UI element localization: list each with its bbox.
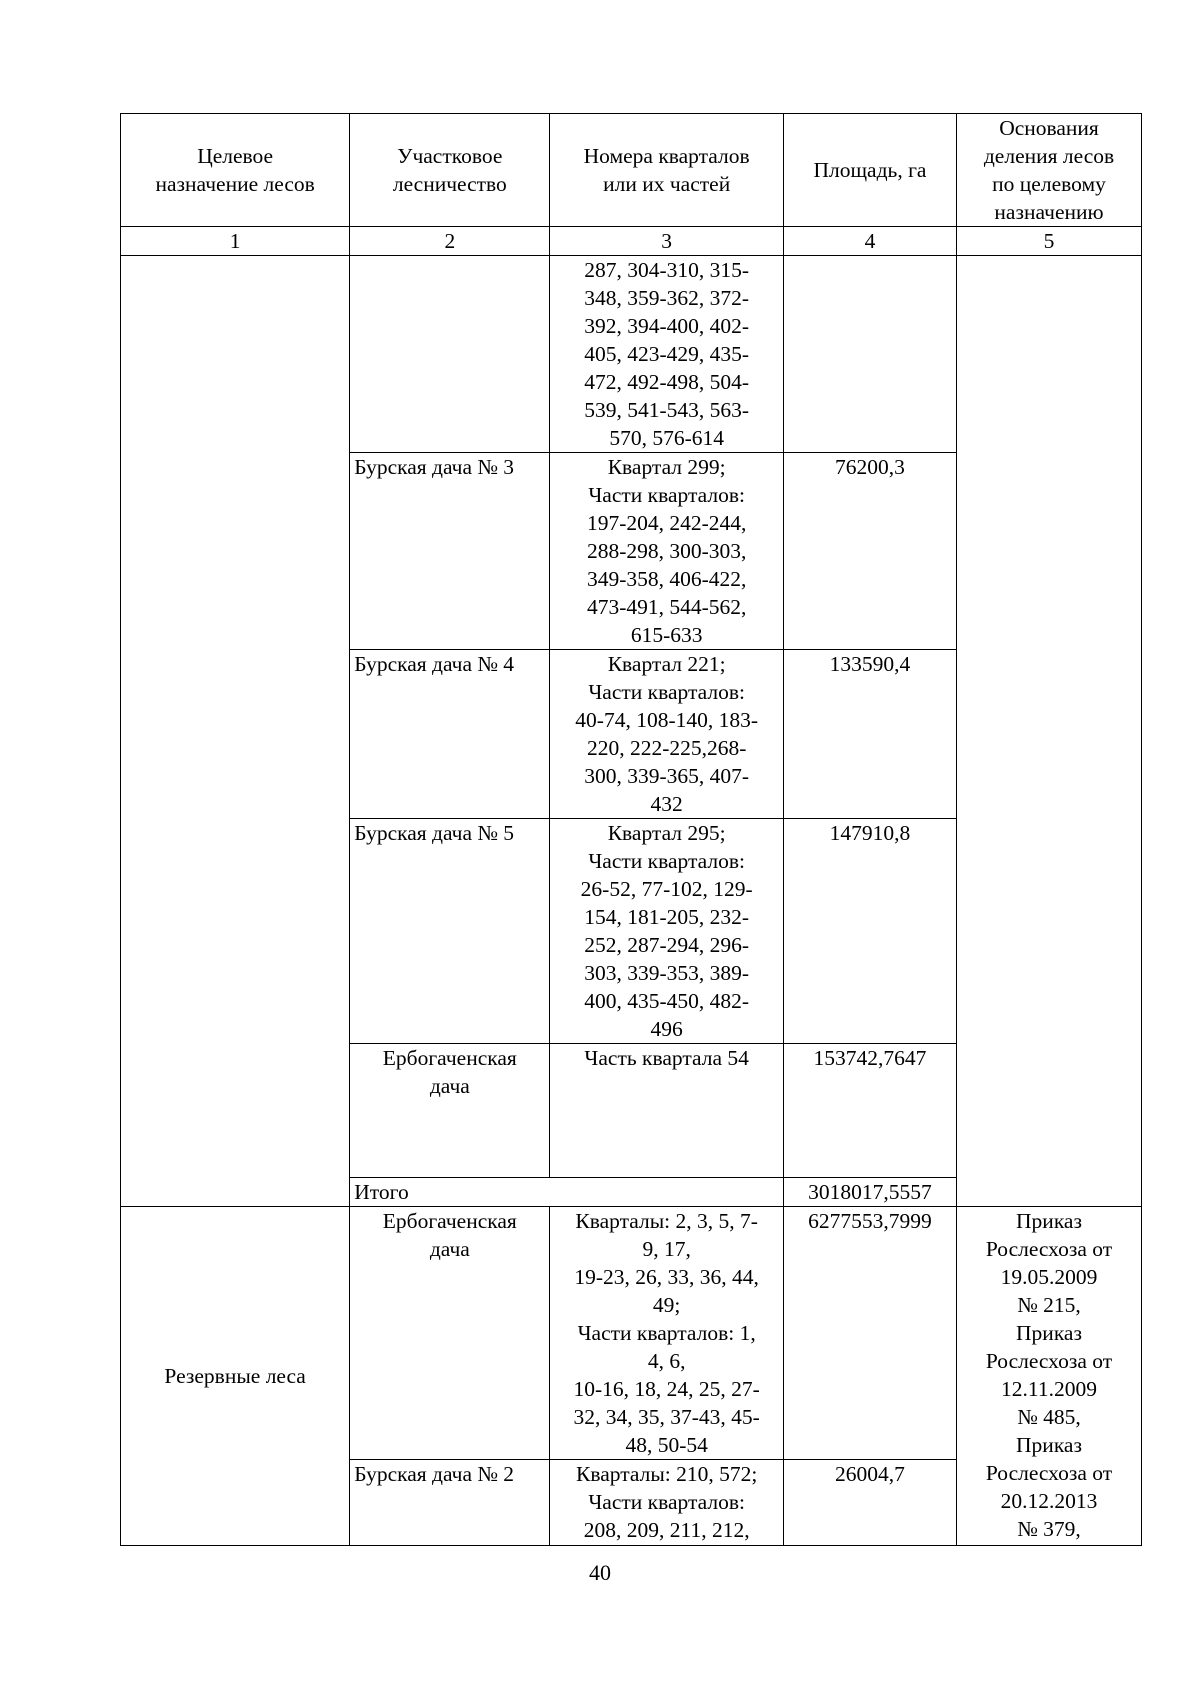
quarters-cell: Часть квартала 54 (550, 1044, 784, 1178)
area-cell: 133590,4 (783, 650, 956, 819)
district-cell: Бурская дача № 5 (350, 819, 550, 1044)
district-cell: Бурская дача № 4 (350, 650, 550, 819)
col-number: 4 (783, 227, 956, 256)
column-number-row (121, 227, 1142, 256)
page-number: 40 (589, 1560, 611, 1585)
district-cell: Бурская дача № 2 (350, 1460, 550, 1546)
col-number: 2 (350, 227, 550, 256)
table-row (121, 256, 1142, 453)
header-area: Площадь, га (783, 114, 956, 227)
header-district: Участковое лесничество (350, 114, 550, 227)
area-cell: 6277553,7999 (783, 1207, 956, 1460)
total-area: 3018017,5557 (783, 1178, 956, 1207)
area-cell: 26004,7 (783, 1460, 956, 1546)
area-cell: 76200,3 (783, 453, 956, 650)
header-purpose: Целевое назначение лесов (121, 114, 350, 227)
district-cell: Ербогаченская дача (350, 1044, 550, 1178)
district-cell: Ербогаченская дача (350, 1207, 550, 1460)
area-cell-empty (783, 256, 956, 453)
area-cell: 147910,8 (783, 819, 956, 1044)
basis-cell: Приказ Рослесхоза от 19.05.2009 № 215, Приказ Рослесхоза от 12.11.2009 № 485, Приказ Рослесхоза от 20.12.2013 № 379, (957, 1207, 1142, 1546)
purpose-cell: Резервные леса (121, 1207, 350, 1546)
col-number: 5 (957, 227, 1142, 256)
header-quarters: Номера кварталов или их частей (550, 114, 784, 227)
table-row (121, 1207, 1142, 1460)
header-row (121, 114, 1142, 227)
quarters-cell: 287, 304-310, 315- 348, 359-362, 372- 392, 394-400, 402- 405, 423-429, 435- 472, 492-498, 504- 539, 541-543, 563- 570, 576-614 (550, 256, 784, 453)
header-basis: Основания деления лесов по целевому назначению (957, 114, 1142, 227)
district-cell: Бурская дача № 3 (350, 453, 550, 650)
total-label: Итого (350, 1178, 784, 1207)
quarters-cell: Кварталы: 210, 572; Части кварталов: 208, 209, 211, 212, (550, 1460, 784, 1546)
quarters-cell: Квартал 295; Части кварталов: 26-52, 77-102, 129- 154, 181-205, 232- 252, 287-294, 296- 303, 339-353, 389- 400, 435-450, 482- 496 (550, 819, 784, 1044)
forest-purpose-table (120, 113, 1142, 1546)
quarters-cell: Квартал 299; Части кварталов: 197-204, 242-244, 288-298, 300-303, 349-358, 406-422, 473-491, 544-562, 615-633 (550, 453, 784, 650)
quarters-cell: Квартал 221; Части кварталов: 40-74, 108-140, 183- 220, 222-225,268- 300, 339-365, 407- 432 (550, 650, 784, 819)
area-cell: 153742,7647 (783, 1044, 956, 1178)
col-number: 1 (121, 227, 350, 256)
quarters-cell: Кварталы: 2, 3, 5, 7- 9, 17, 19-23, 26, 33, 36, 44, 49; Части кварталов: 1, 4, 6, 10-16, 18, 24, 25, 27- 32, 34, 35, 37-43, 45- 48, 50-54 (550, 1207, 784, 1460)
basis-cell-empty (957, 256, 1142, 1207)
purpose-cell-empty (121, 256, 350, 1207)
col-number: 3 (550, 227, 784, 256)
district-cell-empty (350, 256, 550, 453)
